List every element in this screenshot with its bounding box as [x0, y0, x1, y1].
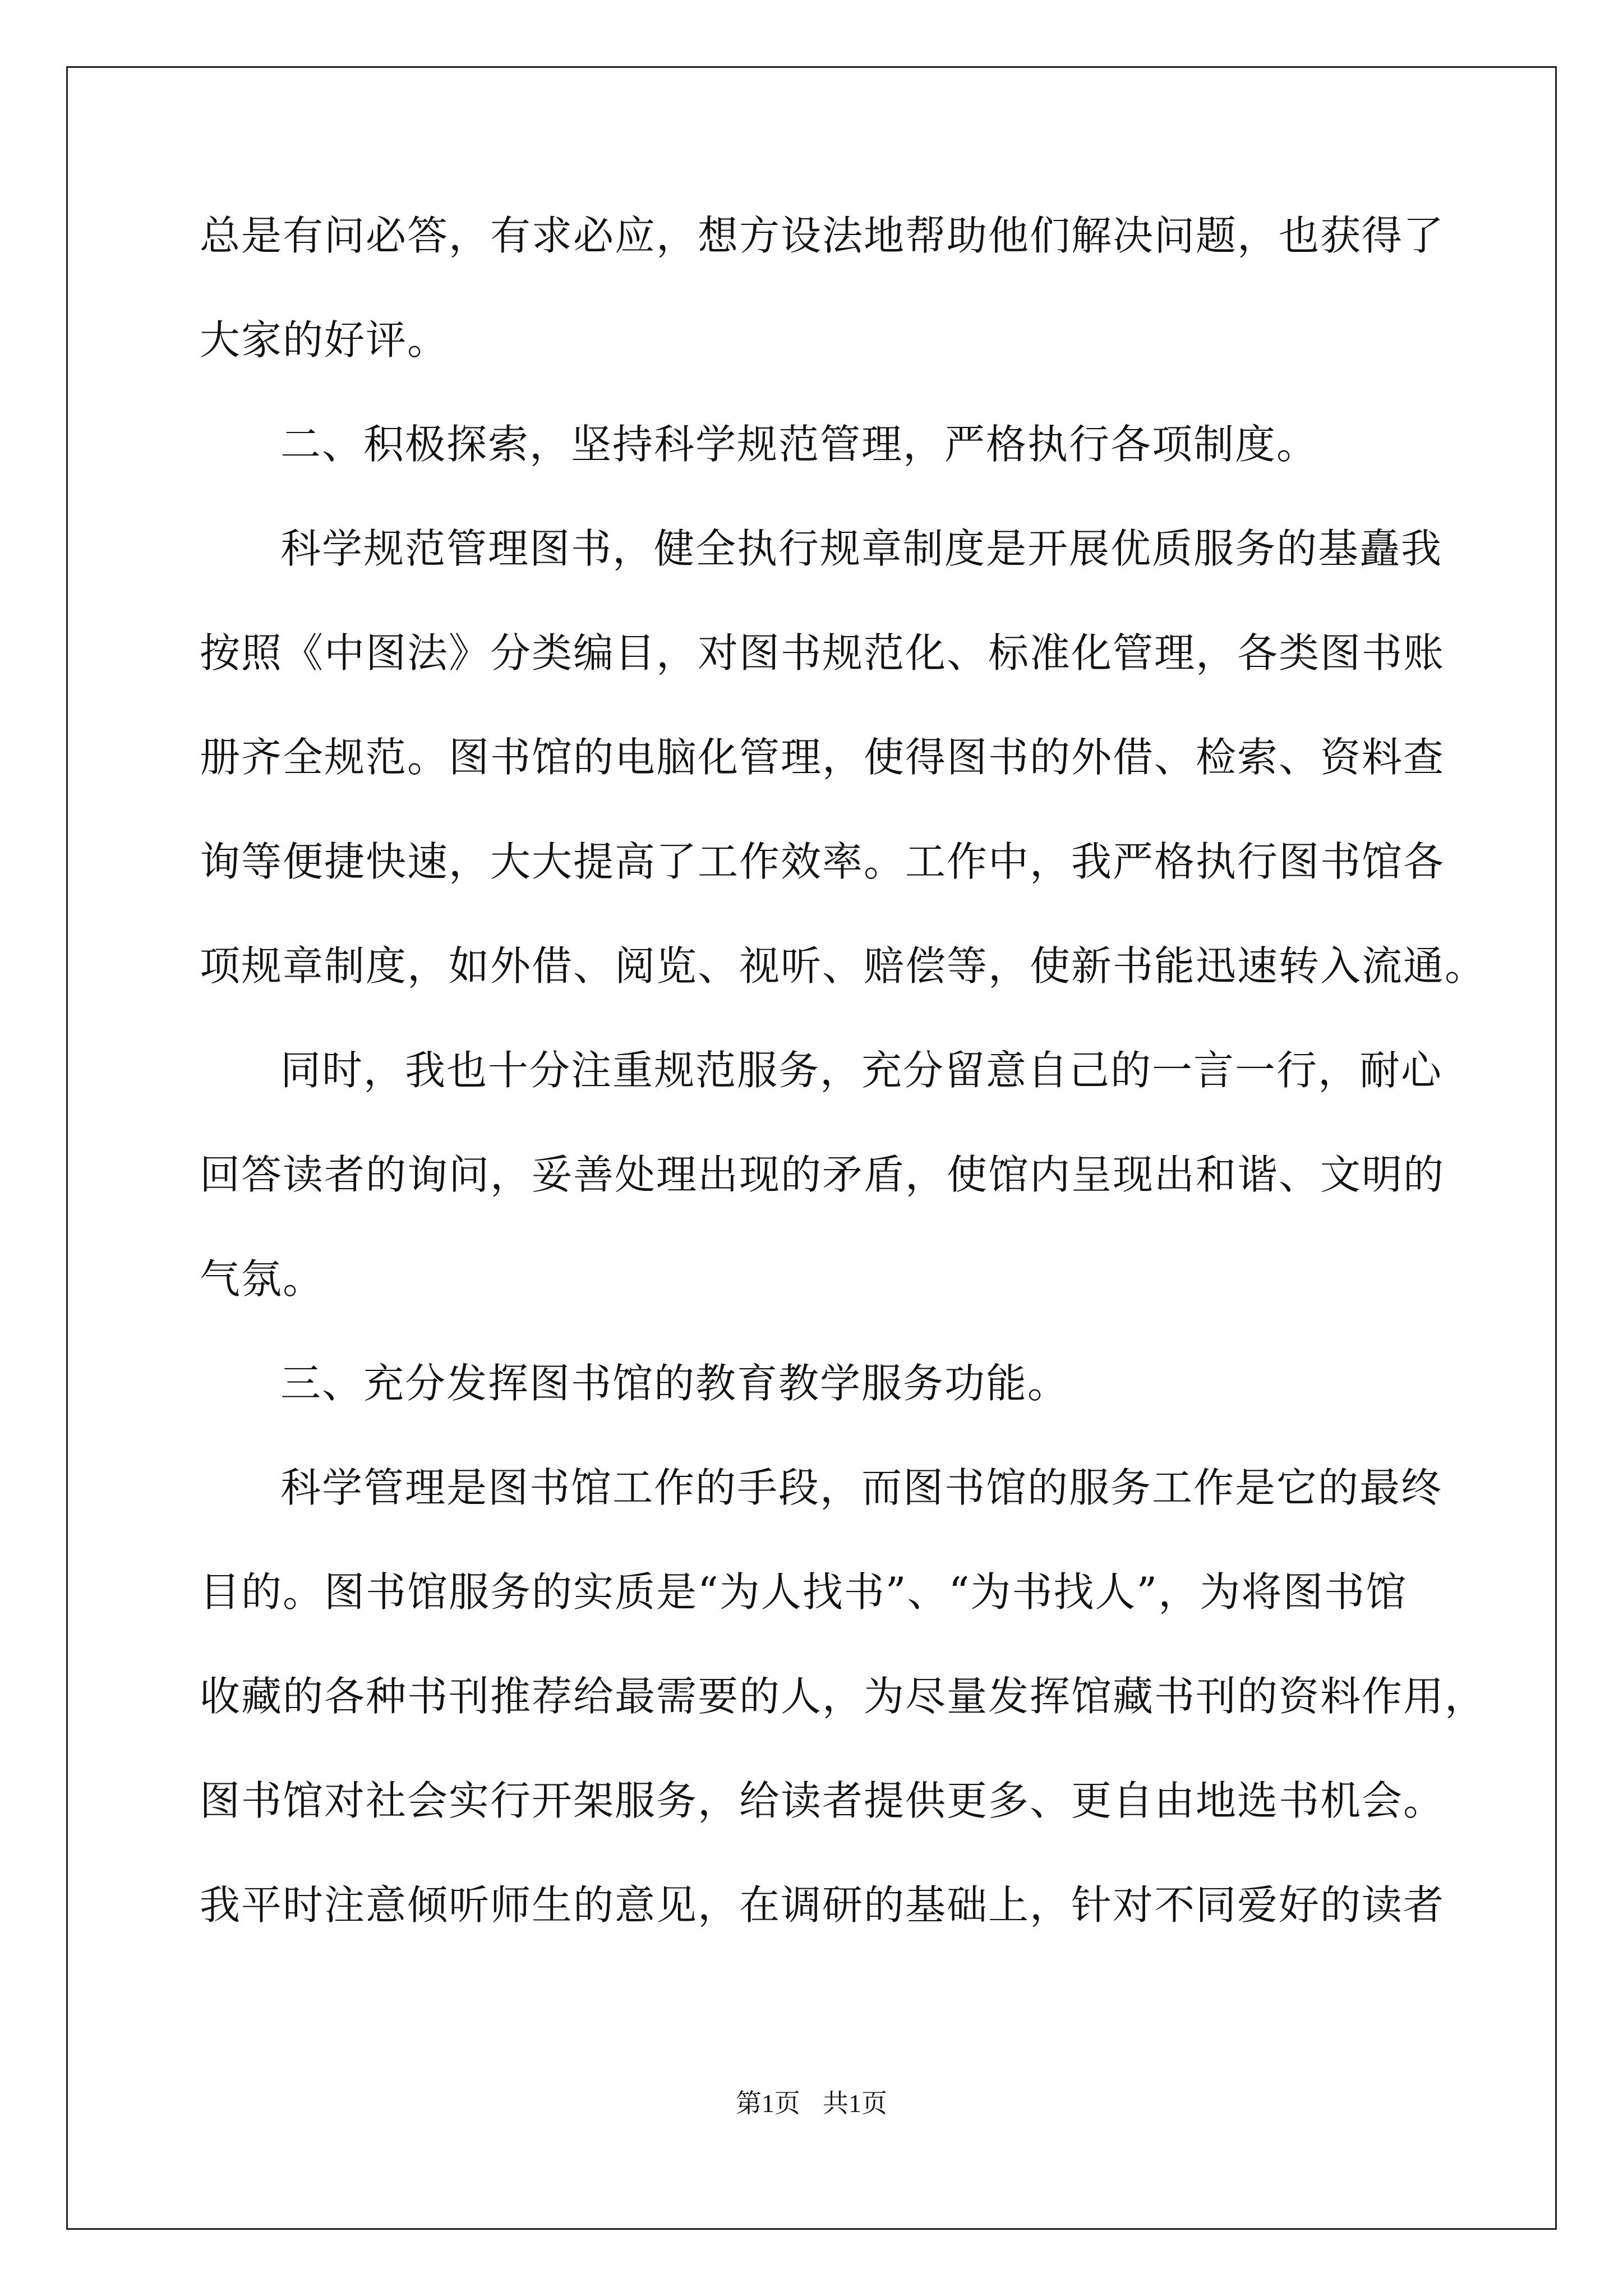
page-footer	[0, 2087, 1623, 2120]
text-line: 大家的好评。	[200, 316, 449, 364]
text-line: 询等便捷快速，大大提高了工作效率。工作中，我严格执行图书馆各	[200, 838, 1445, 885]
text-line: 收藏的各种书刊推荐给最需要的人，为尽量发挥馆藏书刊的资料作用，	[200, 1673, 1487, 1720]
text-line: 项规章制度，如外借、阅览、视听、赔偿等，使新书能迅速转入流通。	[200, 942, 1487, 990]
text-line: 同时，我也十分注重规范服务，充分留意自己的一言一行，耐心	[280, 1047, 1443, 1094]
text-line: 科学管理是图书馆工作的手段，而图书馆的服务工作是它的最终	[280, 1464, 1443, 1511]
page-number: 第1页	[736, 2089, 800, 2118]
section-heading: 三、充分发挥图书馆的教育教学服务功能。	[280, 1360, 1069, 1407]
text-line: 气氛。	[200, 1255, 325, 1303]
text-line: 图书馆对社会实行开架服务，给读者提供更多、更自由地选书机会。	[200, 1777, 1445, 1824]
text-line: 我平时注意倾听师生的意见，在调研的基础上，针对不同爱好的读者	[200, 1881, 1445, 1929]
page-total: 共1页	[823, 2089, 887, 2118]
text-line: 科学规范管理图书，健全执行规章制度是开展优质服务的基矗我	[280, 525, 1443, 572]
text-line: 册齐全规范。图书馆的电脑化管理，使得图书的外借、检索、资料查	[200, 734, 1445, 781]
section-heading: 二、积极探索，坚持科学规范管理，严格执行各项制度。	[280, 421, 1318, 468]
text-line: 目的。图书馆服务的实质是“为人找书”、“为书找人”，为将图书馆	[200, 1568, 1408, 1616]
text-line: 回答读者的询问，妥善处理出现的矛盾，使馆内呈现出和谐、文明的	[200, 1151, 1445, 1198]
text-line: 按照《中图法》分类编目，对图书规范化、标准化管理，各类图书账	[200, 629, 1445, 677]
text-line: 总是有问必答，有求必应，想方设法地帮助他们解决问题，也获得了	[200, 212, 1445, 259]
